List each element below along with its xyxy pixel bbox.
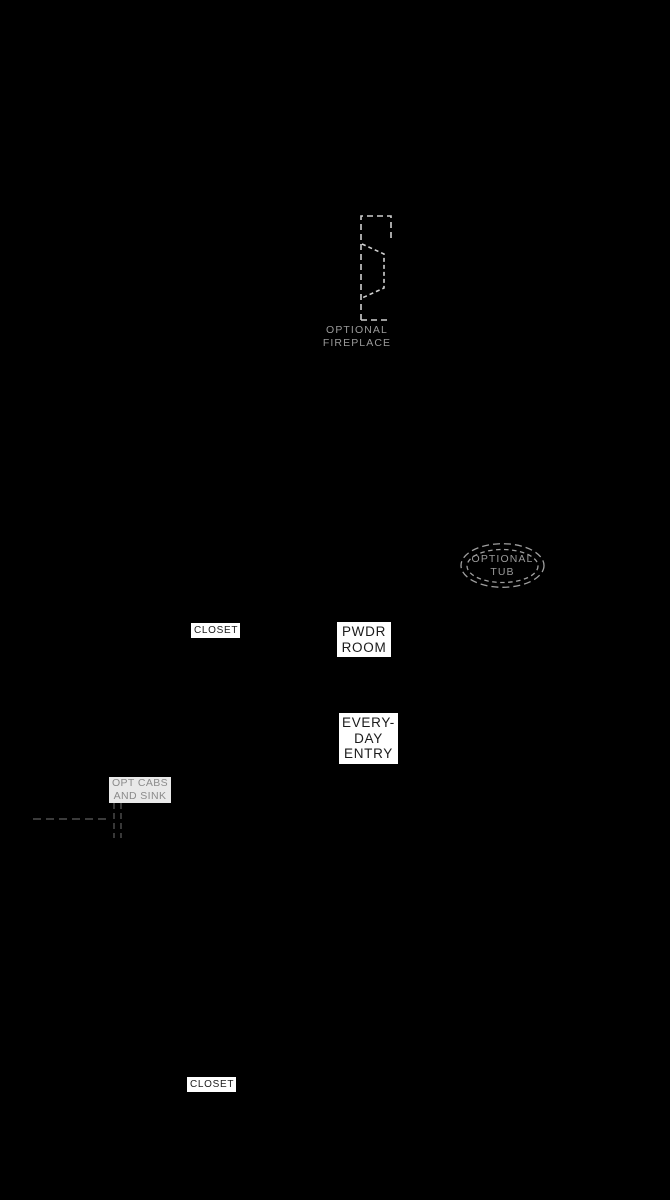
pwdr-room-label-line2: ROOM (341, 639, 387, 655)
everyday-entry-label (339, 713, 398, 764)
optional-tub-note-line2: TUB (490, 565, 515, 578)
fireplace-firebox-outline (362, 244, 384, 298)
opt-cabs-sink-label-line2: AND SINK (113, 790, 167, 802)
closet-lower-label: CLOSET (187, 1077, 236, 1092)
closet-upper-label: CLOSET (191, 623, 240, 638)
everyday-entry-label-line2: DAY (354, 730, 383, 746)
everyday-entry-label-line3: ENTRY (343, 746, 393, 761)
optional-fireplace-note-line2: FIREPLACE (322, 336, 392, 349)
fireplace-chimney-outline (361, 216, 391, 320)
pwdr-room-label-line1: PWDR (341, 624, 387, 639)
pwdr-room-label (337, 622, 391, 657)
optional-fireplace-note (317, 324, 397, 349)
optional-tub-note (462, 553, 543, 578)
optional-fireplace-note-line1: OPTIONAL (326, 324, 388, 336)
optional-fireplace-outline (361, 216, 391, 320)
everyday-entry-label-line1: EVERY- (342, 715, 395, 730)
optional-tub-note-line1: OPTIONAL (471, 553, 534, 565)
opt-cabs-sink-label (109, 777, 171, 803)
opt-cabs-sink-label-line1: OPT CABS (111, 777, 169, 789)
optional-cabs-outline (33, 803, 121, 838)
